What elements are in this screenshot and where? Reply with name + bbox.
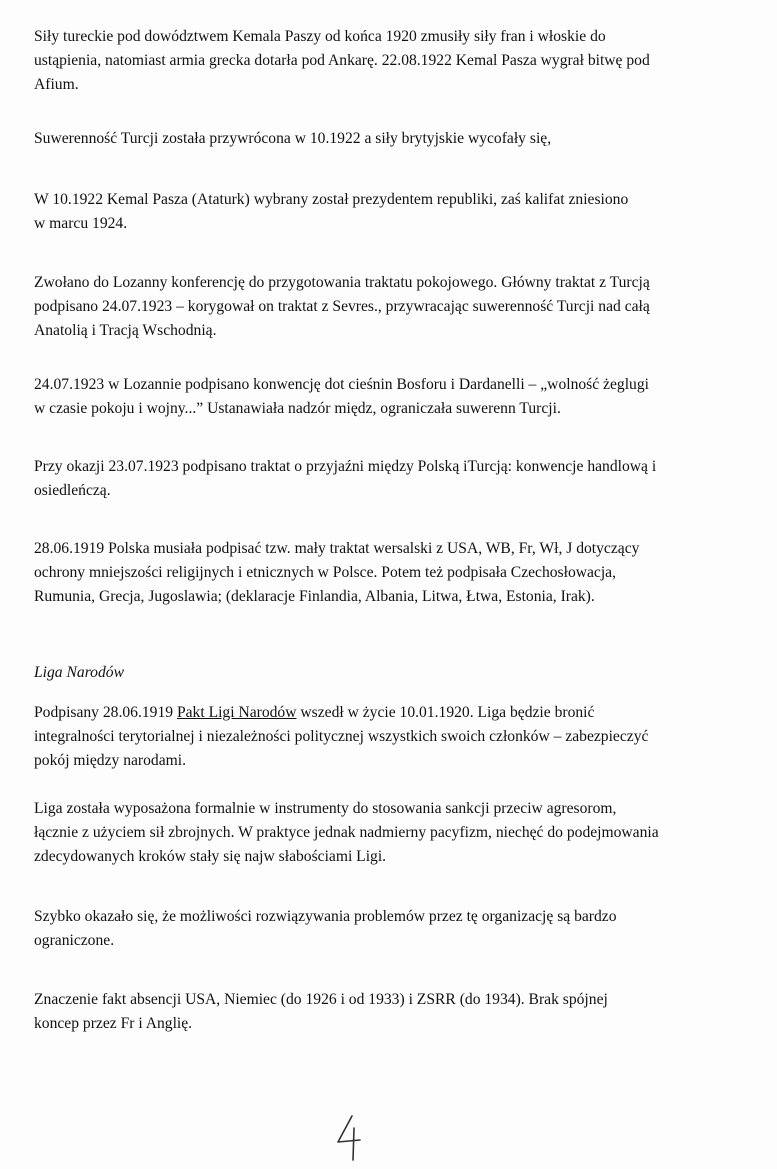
handwritten-page-number (330, 1112, 370, 1162)
text-line: osiedleńczą. (34, 482, 111, 499)
text-line: integralności terytorialnej i niezależności politycznej wszystkich swoich członków – zabezpieczyć (34, 728, 649, 745)
paragraph-straits-convention (34, 373, 762, 421)
paragraph-lausanne-conference (34, 271, 762, 343)
text-line: Siły tureckie pod dowództwem Kemala Paszy od końca 1920 zmusiły siły fran i włoskie do (34, 28, 606, 45)
text-line: 28.06.1919 Polska musiała podpisać tzw. mały traktat wersalski z USA, WB, Fr, Wł, J dotyczący (34, 540, 640, 557)
text-line: pokój między narodami. (34, 752, 187, 769)
section-heading (34, 661, 762, 685)
text-line: Szybko okazało się, że możliwości rozwiązywania problemów przez tę organizację są bardzo (34, 908, 617, 925)
text-line: Znaczenie fakt absencji USA, Niemiec (do 1926 i od 1933) i ZSRR (do 1934). Brak spójnej (34, 991, 608, 1008)
paragraph-ataturk (34, 188, 762, 236)
paragraph-turkish-forces (34, 25, 762, 97)
text-segment: Podpisany 28.06.1919 (34, 704, 177, 721)
text-line: Rumunia, Grecja, Jugoslawia; (deklaracje Finlandia, Albania, Litwa, Łtwa, Estonia, Irak). (34, 588, 595, 605)
text-line: Afium. (34, 76, 79, 93)
paragraph-sovereignty (34, 127, 762, 151)
text-line: Przy okazji 23.07.1923 podpisano traktat o przyjaźni między Polską iTurcją: konwencje handlową i (34, 458, 657, 475)
text-line: Zwołano do Lozanny konferencję do przygotowania traktatu pokojowego. Główny traktat z Turcją (34, 274, 650, 291)
paragraph-minor-treaty (34, 537, 762, 609)
section-heading-text: Liga Narodów (34, 664, 124, 681)
text-line: koncep przez Fr i Anglię. (34, 1015, 193, 1032)
text-line: ustąpienia, natomiast armia grecka dotarła pod Ankarę. 22.08.1922 Kemal Pasza wygrał bitwę pod (34, 52, 650, 69)
text-line: łącznie z użyciem sił zbrojnych. W praktyce jednak nadmierny pacyfizm, niechęć do podejmowania (34, 824, 659, 841)
paragraph-polish-turkish-treaty (34, 455, 762, 503)
text-line: Suwerenność Turcji została przywrócona w 10.1922 a siły brytyjskie wycofały się, (34, 130, 552, 147)
paragraph-league-limits (34, 905, 762, 953)
paragraph-league-sanctions (34, 797, 762, 869)
text-line: ochrony mniejszości religijnych i etnicznych w Polsce. Potem też podpisała Czechosłowacja, (34, 564, 617, 581)
text-line: zdecydowanych kroków stały się najw słabościami Ligi. (34, 848, 387, 865)
text-line: ograniczone. (34, 932, 115, 949)
text-line: Anatolią i Tracją Wschodnią. (34, 322, 217, 339)
text-line: Liga została wyposażona formalnie w instrumenty do stosowania sankcji przeciw agresorom, (34, 800, 617, 817)
text-line: podpisano 24.07.1923 – korygował on traktat z Sevres., przywracając suwerenność Turcji nad całą (34, 298, 650, 315)
paragraph-league-covenant (34, 701, 762, 773)
covenant-link: Pakt Ligi Narodów (176, 704, 297, 721)
text-line: 24.07.1923 w Lozannie podpisano konwencję dot cieśnin Bosforu i Dardanelli – „wolność żeglugi (34, 376, 649, 393)
text-segment: wszedł w życie 10.01.1920. Liga będzie bronić (296, 704, 595, 721)
text-line: w marcu 1924. (34, 215, 128, 232)
text-line (34, 701, 762, 725)
paragraph-absences (34, 988, 762, 1036)
text-line: w czasie pokoju i wojny...” Ustanawiała nadzór międz, ograniczała suwerenn Turcji. (34, 400, 561, 417)
text-line: W 10.1922 Kemal Pasza (Ataturk) wybrany został prezydentem republiki, zaś kalifat zniesiono (34, 191, 629, 208)
page-number (330, 1112, 370, 1162)
